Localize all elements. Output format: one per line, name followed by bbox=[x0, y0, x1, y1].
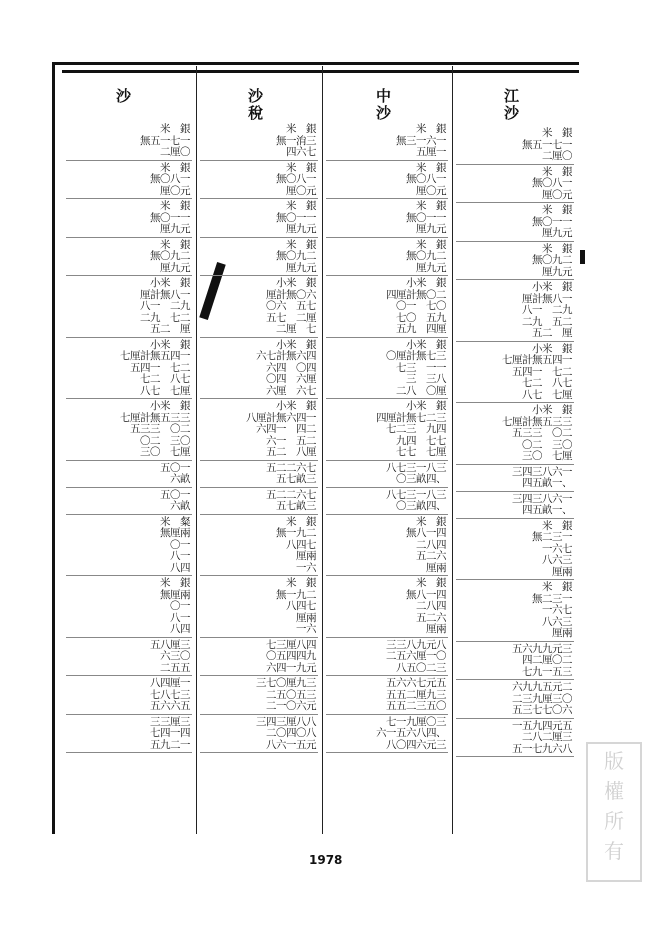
cell-line: 無五一七一 bbox=[140, 134, 190, 147]
table-cell bbox=[200, 276, 318, 338]
cell-line: 八一 bbox=[170, 550, 190, 562]
seal-char: 所 bbox=[604, 809, 624, 833]
table-cell bbox=[200, 199, 318, 238]
cell-line: 厘計無〇六 bbox=[266, 288, 316, 301]
table-cell bbox=[326, 161, 448, 200]
cell-line: 八四七 bbox=[286, 600, 316, 612]
cell-line: 五二 八厘 bbox=[266, 446, 316, 458]
cell-line: 二五〇五三 bbox=[266, 688, 316, 701]
cell-line: 厘計無八一 bbox=[522, 292, 572, 305]
cell-line: 厘〇元 bbox=[160, 184, 190, 197]
cell-line: 八〇四六元三 bbox=[386, 738, 446, 751]
table-cell bbox=[326, 488, 448, 515]
cell-line: 三三八九元八 bbox=[386, 638, 446, 651]
cell-line: 六一 五二 bbox=[266, 434, 316, 447]
heading-char: 沙 bbox=[248, 87, 265, 105]
column-heading-sha-shui bbox=[248, 88, 264, 122]
cell-line: 五六六五 bbox=[150, 700, 190, 712]
cell-line: 一六七 bbox=[542, 542, 572, 555]
cell-line: 小米 銀 bbox=[406, 338, 446, 351]
table-cell bbox=[200, 715, 318, 754]
cell-line: 三四三八六一 bbox=[512, 465, 572, 478]
cell-line: 六畝 bbox=[170, 473, 190, 485]
cell-line: 五二二六七 bbox=[266, 488, 316, 501]
table-cell bbox=[66, 715, 192, 754]
ink-mark bbox=[580, 250, 585, 264]
table-cell bbox=[456, 680, 574, 719]
cell-line: 米 銀 bbox=[542, 127, 572, 139]
cell-line: 二九 七二 bbox=[140, 311, 190, 324]
cell-line: 八七 七厘 bbox=[140, 384, 190, 397]
cell-line: 六三〇 bbox=[160, 650, 190, 662]
cell-line: 米 銀 bbox=[160, 200, 190, 212]
table-cell bbox=[66, 122, 192, 161]
cell-line: 小米 銀 bbox=[276, 400, 316, 412]
cell-line: 八一 二九 bbox=[140, 300, 190, 312]
cell-line: 小米 銀 bbox=[150, 277, 190, 289]
cell-line: 六四一 四二 bbox=[256, 423, 316, 435]
cell-line: 米 銀 bbox=[416, 161, 446, 174]
table-cell bbox=[456, 242, 574, 281]
table-cell bbox=[200, 461, 318, 488]
cell-line: 米 銀 bbox=[286, 515, 316, 528]
table-cell bbox=[326, 638, 448, 677]
cell-line: 米 銀 bbox=[542, 519, 572, 532]
column-divider bbox=[452, 66, 453, 834]
cell-line: 小米 銀 bbox=[532, 342, 572, 355]
cell-line: 〇一 bbox=[170, 600, 190, 612]
cell-line: 厘九元 bbox=[160, 261, 190, 274]
heading-char: 沙 bbox=[504, 104, 521, 122]
cell-line: 無〇一一 bbox=[150, 211, 190, 224]
cell-line: 無五一七一 bbox=[522, 138, 572, 151]
cell-line: 七一九厘〇三 bbox=[386, 715, 446, 728]
cell-line: 五七畝三 bbox=[276, 500, 316, 512]
table-cell bbox=[456, 519, 574, 581]
table-cell bbox=[326, 515, 448, 577]
table-cell bbox=[326, 461, 448, 488]
table-cell bbox=[66, 238, 192, 277]
cell-line: 二八四 bbox=[416, 538, 446, 551]
table-cell bbox=[66, 488, 192, 515]
cell-line: 七二三 九四 bbox=[386, 423, 446, 435]
page-number: 1978 bbox=[309, 853, 343, 867]
cell-line: 米 銀 bbox=[416, 515, 446, 528]
cell-line: 厘九元 bbox=[416, 223, 446, 235]
cell-line: 厘兩 bbox=[552, 627, 572, 639]
table-cell bbox=[66, 161, 192, 200]
cell-line: 厘九元 bbox=[286, 261, 316, 274]
cell-line: 七八七三 bbox=[150, 688, 190, 701]
table-cell bbox=[200, 161, 318, 200]
column-sha-shui bbox=[200, 122, 318, 753]
cell-line: 一六 bbox=[296, 561, 316, 574]
cell-line: 三〇 七厘 bbox=[140, 446, 190, 458]
cell-line: 四厘計無七二三 bbox=[376, 411, 446, 424]
cell-line: 無厘兩 bbox=[160, 527, 190, 539]
cell-line: 五二二六七 bbox=[266, 461, 316, 474]
cell-line: 〇五四四九 bbox=[266, 650, 316, 662]
copyright-seal bbox=[586, 742, 642, 882]
cell-line: 五〇一 bbox=[160, 488, 190, 501]
cell-line: 無〇八一 bbox=[276, 173, 316, 185]
cell-line: 〇一 七〇 bbox=[396, 300, 446, 312]
cell-line: 五四一 七二 bbox=[512, 365, 572, 378]
cell-line: 厘九元 bbox=[542, 227, 572, 239]
table-cell bbox=[200, 338, 318, 400]
cell-line: 八七三一八三 bbox=[386, 488, 446, 501]
cell-line: 米 銀 bbox=[416, 200, 446, 212]
table-cell bbox=[326, 199, 448, 238]
table-cell bbox=[326, 715, 448, 754]
cell-line: 厘兩 bbox=[296, 550, 316, 562]
cell-line: 七厘計無五四一 bbox=[502, 354, 572, 366]
cell-line: 米 銀 bbox=[286, 238, 316, 251]
table-cell bbox=[326, 338, 448, 400]
table-cell bbox=[326, 399, 448, 461]
cell-line: 七四一四 bbox=[150, 727, 190, 739]
table-cell bbox=[456, 280, 574, 342]
cell-line: 六七計無六四 bbox=[256, 350, 316, 362]
cell-line: 五九二一 bbox=[150, 738, 190, 751]
table-cell bbox=[200, 576, 318, 638]
cell-line: 五三三 〇二 bbox=[512, 427, 572, 439]
cell-line: 厘兩 bbox=[296, 611, 316, 624]
cell-line: 三三厘三 bbox=[150, 715, 190, 728]
cell-line: 六畝 bbox=[170, 500, 190, 512]
cell-line: 五三七七〇六 bbox=[512, 704, 572, 716]
table-cell bbox=[200, 638, 318, 677]
cell-line: 八五〇二三 bbox=[396, 661, 446, 674]
cell-line: 米 銀 bbox=[286, 161, 316, 174]
heading-char: 沙 bbox=[116, 87, 133, 105]
cell-line: 八四 bbox=[170, 623, 190, 635]
cell-line: 五四一 七二 bbox=[130, 361, 190, 374]
column-divider bbox=[322, 66, 323, 834]
cell-line: 五七 二厘 bbox=[266, 311, 316, 324]
table-cell bbox=[456, 165, 574, 204]
cell-line: 二一〇六元 bbox=[266, 700, 316, 712]
column-sha bbox=[66, 122, 192, 753]
cell-line: 二五六厘一〇 bbox=[386, 650, 446, 662]
cell-line: 無三一六一 bbox=[396, 134, 446, 147]
cell-line: 〇厘計無七三 bbox=[386, 350, 446, 362]
cell-line: 無二三一 bbox=[532, 592, 572, 605]
cell-line: 厘兩 bbox=[552, 565, 572, 578]
cell-line: 米 粲 bbox=[160, 515, 190, 528]
cell-line: 小米 銀 bbox=[276, 338, 316, 351]
cell-line: 二五五 bbox=[160, 661, 190, 674]
table-cell bbox=[66, 276, 192, 338]
table-cell bbox=[456, 342, 574, 404]
table-cell bbox=[326, 576, 448, 638]
heading-char: 稅 bbox=[248, 104, 265, 122]
table-cell bbox=[200, 488, 318, 515]
heading-char: 沙 bbox=[376, 104, 393, 122]
table-cell bbox=[66, 638, 192, 677]
cell-line: 厘計無八一 bbox=[140, 288, 190, 301]
cell-line: 三四三厘八八 bbox=[256, 715, 316, 728]
column-zhong-sha bbox=[326, 122, 448, 753]
cell-line: 四五畝一、 bbox=[522, 504, 572, 516]
cell-line: 米 銀 bbox=[416, 577, 446, 589]
cell-line: 七厘計無五三三 bbox=[502, 415, 572, 428]
table-cell bbox=[200, 122, 318, 161]
cell-line: 五二六 bbox=[416, 611, 446, 624]
table-cell bbox=[66, 338, 192, 400]
cell-line: 二八四 bbox=[416, 600, 446, 612]
column-divider bbox=[196, 66, 197, 834]
cell-line: 無二三一 bbox=[532, 531, 572, 543]
table-cell bbox=[200, 399, 318, 461]
cell-line: 一六七 bbox=[542, 604, 572, 616]
cell-line: 厘九元 bbox=[542, 265, 572, 278]
cell-line: 小米 銀 bbox=[150, 400, 190, 412]
cell-line: 〇三畝四、 bbox=[396, 500, 446, 512]
table-cell bbox=[200, 238, 318, 277]
cell-line: 無八一四 bbox=[406, 527, 446, 539]
cell-line: 二厘〇 bbox=[542, 150, 572, 162]
cell-line: 七二 八七 bbox=[140, 373, 190, 385]
cell-line: 無〇九二 bbox=[532, 254, 572, 266]
cell-line: 六九九五元二 bbox=[512, 681, 572, 693]
cell-line: 二〇四〇八 bbox=[266, 727, 316, 739]
cell-line: 無一㳙三 bbox=[276, 134, 316, 147]
cell-line: 厘〇元 bbox=[286, 184, 316, 197]
cell-line: 無〇九二 bbox=[406, 250, 446, 262]
cell-line: 米 銀 bbox=[542, 581, 572, 593]
heading-char: 江 bbox=[504, 87, 521, 105]
table-cell bbox=[456, 719, 574, 758]
cell-line: 無〇九二 bbox=[150, 250, 190, 262]
cell-line: 五七畝三 bbox=[276, 473, 316, 485]
cell-line: 三四三八六一 bbox=[512, 492, 572, 505]
table-top-rule bbox=[62, 70, 579, 73]
cell-line: 小米 銀 bbox=[532, 404, 572, 416]
cell-line: 八一 二九 bbox=[522, 304, 572, 316]
cell-line: 三〇 七厘 bbox=[522, 450, 572, 462]
cell-line: 五〇一 bbox=[160, 461, 190, 474]
cell-line: 五六六七元五 bbox=[386, 677, 446, 689]
cell-line: 八一 bbox=[170, 611, 190, 624]
cell-line: 無八一四 bbox=[406, 588, 446, 601]
cell-line: 米 銀 bbox=[160, 161, 190, 174]
cell-line: 米 銀 bbox=[542, 165, 572, 178]
cell-line: 米 銀 bbox=[160, 123, 190, 135]
cell-line: 四五畝一、 bbox=[522, 477, 572, 489]
cell-line: 二三九厘三〇 bbox=[512, 692, 572, 705]
cell-line: 八七三一八三 bbox=[386, 461, 446, 474]
cell-line: 〇四 六厘 bbox=[266, 373, 316, 385]
cell-line: 二八 〇厘 bbox=[396, 384, 446, 397]
cell-line: 七二 八七 bbox=[522, 377, 572, 389]
cell-line: 五二 厘 bbox=[150, 323, 190, 335]
cell-line: 厘兩 bbox=[426, 561, 446, 574]
cell-line: 四六七 bbox=[286, 146, 316, 158]
table-cell bbox=[456, 580, 574, 642]
cell-line: 無〇一一 bbox=[406, 211, 446, 224]
cell-line: 米 銀 bbox=[542, 204, 572, 216]
cell-line: 小米 銀 bbox=[532, 281, 572, 293]
table-cell bbox=[326, 122, 448, 161]
table-cell bbox=[66, 399, 192, 461]
cell-line: 四二厘〇二 bbox=[522, 654, 572, 666]
cell-line: 無〇一一 bbox=[532, 215, 572, 228]
cell-line: 五一七九六八 bbox=[512, 742, 572, 755]
table-cell bbox=[326, 676, 448, 715]
table-cell bbox=[200, 676, 318, 715]
cell-line: 七三厘八四 bbox=[266, 638, 316, 651]
seal-char: 版 bbox=[604, 749, 624, 773]
seal-char: 有 bbox=[604, 839, 624, 863]
column-jiang-sha bbox=[456, 126, 574, 757]
cell-line: 八四 bbox=[170, 561, 190, 574]
cell-line: 七〇 五九 bbox=[396, 311, 446, 324]
table-cell bbox=[456, 465, 574, 492]
cell-line: 五八厘三 bbox=[150, 638, 190, 651]
cell-line: 一六 bbox=[296, 623, 316, 635]
cell-line: 小米 銀 bbox=[406, 277, 446, 289]
cell-line: 米 銀 bbox=[160, 577, 190, 589]
cell-line: 六四 〇四 bbox=[266, 361, 316, 374]
seal-char: 權 bbox=[604, 779, 624, 803]
cell-line: 二九 五二 bbox=[522, 315, 572, 328]
cell-line: 二八二厘三 bbox=[522, 731, 572, 743]
table-cell bbox=[66, 461, 192, 488]
cell-line: 五六九九元三 bbox=[512, 642, 572, 655]
cell-line: 無〇八一 bbox=[532, 177, 572, 189]
table-cell bbox=[456, 126, 574, 165]
cell-line: 〇一 bbox=[170, 538, 190, 551]
cell-line: 八厘計無六四一 bbox=[246, 411, 316, 424]
cell-line: 無〇八一 bbox=[406, 173, 446, 185]
cell-line: 五五二三五〇 bbox=[386, 700, 446, 712]
cell-line: 二厘 七 bbox=[276, 323, 316, 335]
cell-line: 〇六 五七 bbox=[266, 300, 316, 312]
cell-line: 九四 七七 bbox=[396, 434, 446, 447]
cell-line: 五五二厘九三 bbox=[386, 688, 446, 701]
table-cell bbox=[456, 642, 574, 681]
cell-line: 無一九二 bbox=[276, 527, 316, 539]
cell-line: 八六三 bbox=[542, 615, 572, 628]
table-cell bbox=[326, 238, 448, 277]
cell-line: 八四厘一 bbox=[150, 677, 190, 689]
cell-line: 七厘計無五三三 bbox=[120, 411, 190, 424]
cell-line: 無〇一一 bbox=[276, 211, 316, 224]
column-heading-sha bbox=[116, 88, 132, 105]
table-cell bbox=[66, 676, 192, 715]
cell-line: 五二六 bbox=[416, 550, 446, 562]
cell-line: 無厘兩 bbox=[160, 588, 190, 601]
cell-line: 五二 厘 bbox=[532, 327, 572, 339]
column-heading-jiang-sha bbox=[504, 88, 520, 122]
cell-line: 三七〇厘九三 bbox=[256, 677, 316, 689]
cell-line: 厘〇元 bbox=[542, 188, 572, 201]
cell-line: 〇二 三〇 bbox=[522, 438, 572, 451]
table-cell bbox=[456, 492, 574, 519]
cell-line: 一五九四元五 bbox=[512, 719, 572, 732]
cell-line: 七厘計無五四一 bbox=[120, 350, 190, 362]
table-cell bbox=[456, 203, 574, 242]
table-cell bbox=[456, 403, 574, 465]
table-cell bbox=[66, 576, 192, 638]
cell-line: 八七 七厘 bbox=[522, 388, 572, 401]
cell-line: 三 三八 bbox=[406, 373, 446, 385]
cell-line: 無〇九二 bbox=[276, 250, 316, 262]
heading-char: 中 bbox=[376, 87, 393, 105]
cell-line: 八六一五元 bbox=[266, 738, 316, 751]
cell-line: 米 銀 bbox=[160, 238, 190, 251]
cell-line: 八四七 bbox=[286, 538, 316, 551]
cell-line: 米 銀 bbox=[286, 123, 316, 135]
cell-line: 二厘〇 bbox=[160, 146, 190, 158]
cell-line: 小米 銀 bbox=[150, 338, 190, 351]
cell-line: 小米 銀 bbox=[276, 277, 316, 289]
table-cell bbox=[66, 199, 192, 238]
cell-line: 厘九元 bbox=[416, 261, 446, 274]
cell-line: 六四一九元 bbox=[266, 661, 316, 674]
cell-line: 七七 七厘 bbox=[396, 446, 446, 458]
cell-line: 六厘 六七 bbox=[266, 384, 316, 397]
cell-line: 無一九二 bbox=[276, 588, 316, 601]
cell-line: 厘兩 bbox=[426, 623, 446, 635]
cell-line: 米 銀 bbox=[416, 238, 446, 251]
cell-line: 五九 四厘 bbox=[396, 323, 446, 335]
cell-line: 米 銀 bbox=[286, 577, 316, 589]
cell-line: 厘九元 bbox=[286, 223, 316, 235]
cell-line: 五三三 〇二 bbox=[130, 423, 190, 435]
cell-line: 厘九元 bbox=[160, 223, 190, 235]
cell-line: 米 銀 bbox=[542, 242, 572, 255]
table-cell bbox=[200, 515, 318, 577]
column-heading-zhong-sha bbox=[376, 88, 392, 122]
table-cell bbox=[66, 515, 192, 577]
cell-line: 小米 銀 bbox=[406, 400, 446, 412]
cell-line: 無〇八一 bbox=[150, 173, 190, 185]
cell-line: 四厘計無〇二 bbox=[386, 288, 446, 301]
cell-line: 米 銀 bbox=[286, 200, 316, 212]
table-cell bbox=[326, 276, 448, 338]
cell-line: 〇三畝四、 bbox=[396, 473, 446, 485]
cell-line: 米 銀 bbox=[416, 123, 446, 135]
cell-line: 五厘一 bbox=[416, 146, 446, 158]
cell-line: 七九一五三 bbox=[522, 665, 572, 678]
cell-line: 八六三 bbox=[542, 554, 572, 566]
cell-line: 六一五六八四、 bbox=[376, 727, 446, 739]
cell-line: 厘〇元 bbox=[416, 184, 446, 197]
cell-line: 七三 一一 bbox=[396, 361, 446, 374]
cell-line: 〇二 三〇 bbox=[140, 434, 190, 447]
